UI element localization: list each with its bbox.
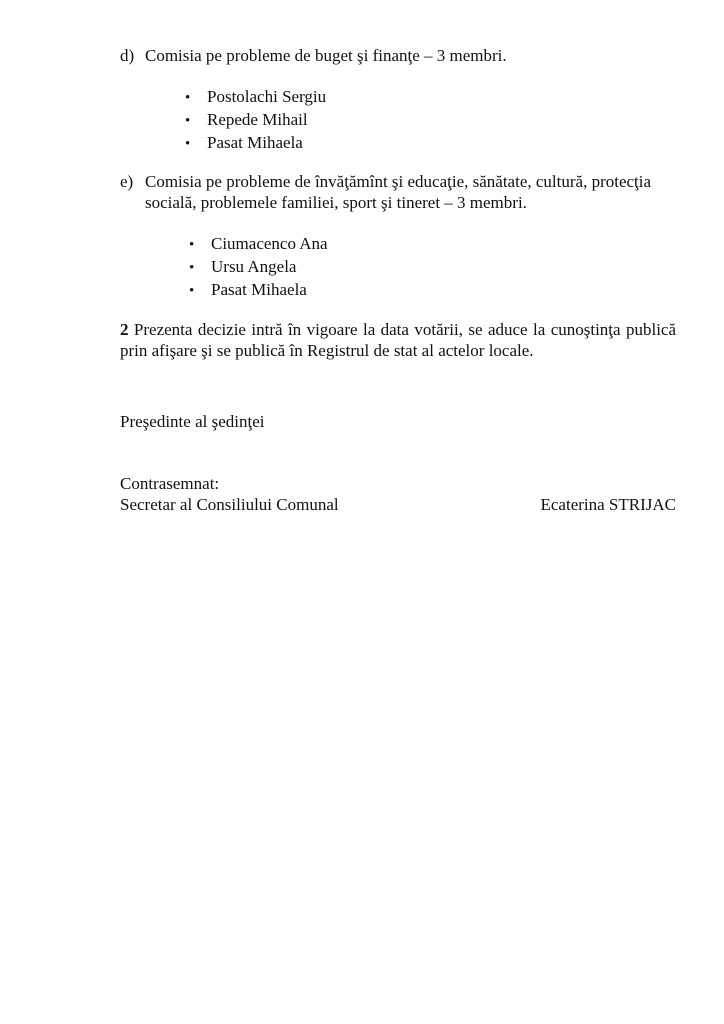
member-name: Pasat Mihaela: [211, 280, 307, 299]
list-item: [189, 279, 676, 302]
list-item: [189, 233, 676, 256]
commission-item-e: [120, 171, 676, 213]
commission-item-e-text: Comisia pe probleme de învăţămînt şi educaţie, sănătate, cultură, protecţia socială, problemele familiei, sport şi tineret – 3 membri.: [145, 172, 652, 212]
item-label-d: d): [120, 46, 135, 65]
commission-item-d-text: Comisia pe probleme de buget şi finanţe – 3 membri.: [145, 46, 507, 65]
article-paragraph: [120, 319, 676, 361]
list-item: [185, 132, 676, 155]
secretary-name: Ecaterina STRIJAC: [540, 495, 676, 514]
member-name: Pasat Mihaela: [207, 133, 303, 152]
secretary-signature-row: [120, 494, 676, 515]
president-signature-label: Preşedinte al şedinţei: [120, 412, 265, 431]
members-list-e: [120, 233, 676, 302]
list-item: [185, 109, 676, 132]
list-item: [189, 256, 676, 279]
bullet-icon: •: [185, 113, 191, 129]
article-text: Prezenta decizie intră în vigoare la data votării, se aduce la cunoştinţa publică prin afişare şi se publică în Registrul de stat al actelor locale.: [120, 320, 677, 360]
bullet-icon: •: [189, 260, 195, 276]
secretary-title: Secretar al Consiliului Comunal: [120, 495, 339, 514]
countersigned-label: Contrasemnat:: [120, 474, 220, 493]
commission-item-d: [120, 45, 676, 66]
member-name: Postolachi Sergiu: [207, 87, 327, 106]
item-label-e: e): [120, 172, 134, 191]
article-number: 2: [120, 320, 129, 339]
list-item: [185, 86, 676, 109]
member-name: Repede Mihail: [207, 110, 308, 129]
bullet-icon: •: [185, 136, 191, 152]
members-list-d: [120, 86, 676, 155]
bullet-icon: •: [189, 237, 195, 253]
member-name: Ursu Angela: [211, 257, 297, 276]
member-name: Ciumacenco Ana: [211, 234, 328, 253]
bullet-icon: •: [189, 283, 195, 299]
bullet-icon: •: [185, 90, 191, 106]
